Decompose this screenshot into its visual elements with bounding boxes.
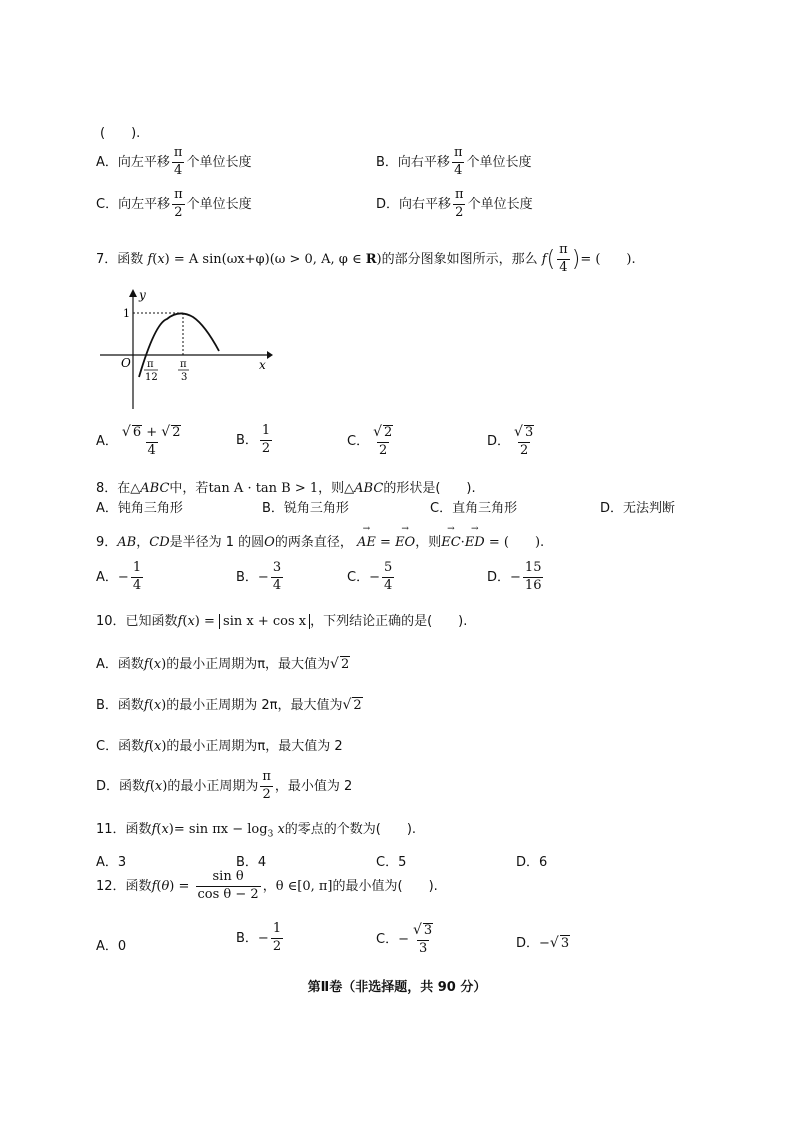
option-label: A． [96,154,118,170]
q7-option-a: A． $\frac{√ 6 + √ 2}{4}$ [96,424,185,459]
q10-option-b: B．函数f(x)的最小正周期为 2π，最大值为√ 2 [96,697,362,713]
q10-stem: 10．已知函数f(x) = sin x + cos x ，下列结论正确的是( ). [96,614,468,629]
q7-function-graph [95,285,275,415]
tick-pi-12-num: π [147,359,154,370]
q6-option-a: A．向左平移 $\frac{\pi}{4}$ 个单位长度 [96,145,252,178]
fraction: $\frac{\text{sin θ}}{\text{cos θ − 2}}$ [197,869,259,902]
q7-option-c: C． $\frac{√ 2}{2}$ [347,424,397,459]
q8-stem: 8．在△ABC中，若tan A · tan B > 1，则△ABC的形状是( ). [96,481,476,496]
fraction: $\frac{5}{4}$ [383,560,393,593]
y-axis-arrow [129,289,137,297]
tick-label-one: 1 [123,307,130,320]
q12-option-a: A．0 [96,939,127,954]
fraction: $\frac{3}{4}$ [272,560,282,593]
fraction: $\frac{√ 2}{2}$ [373,424,393,458]
fraction: $\frac{√ 3}{2}$ [514,424,534,458]
q8-option-d: D．无法判断 [600,501,676,516]
q12-option-d: D．−√ 3 [516,935,570,951]
q12-option-b: B．− $\frac{1}{2}$ [236,921,282,954]
q8-option-a: A．钝角三角形 [96,501,183,516]
option-text: 向左平移 [117,154,170,170]
origin-label: O [121,356,131,370]
fraction: $\frac{\pi}{2}$ [455,187,464,220]
q6-option-d: D．向右平移 $\frac{\pi}{2}$ 个单位长度 [376,187,533,220]
fraction: $\frac{√ 6 + √ 2}{4}$ [121,424,181,458]
fraction: $\frac{\pi}{4}$ [559,242,568,275]
tick-pi-3-num: π [180,359,187,370]
fraction: $\frac{1}{4}$ [132,560,142,593]
section-heading: 第Ⅱ卷（非选择题，共 90 分） [307,980,487,995]
q12-stem: 12．函数f(θ) = $\frac{\text{sin θ}}{\text{cos θ − 2}}$ ，θ ∈[0, π]的最小值为( ). [96,869,438,902]
x-axis-arrow [267,351,273,359]
q6-option-b: B．向右平移 $\frac{\pi}{4}$ 个单位长度 [376,145,532,178]
q10-option-c: C．函数f(x)的最小正周期为π，最大值为 2 [96,739,343,754]
fraction: $\frac{√ 3}{3}$ [412,922,433,956]
fraction: $\frac{1}{2}$ [261,423,271,456]
fraction: $\frac{15}{16}$ [524,560,542,593]
x-axis-label: x [259,358,266,372]
q9-option-b: B．− $\frac{3}{4}$ [236,560,282,593]
q8-option-c: C．直角三角形 [430,501,518,516]
fraction: $\frac{\pi}{2}$ [262,769,271,802]
fraction: $\frac{\pi}{4}$ [453,145,463,178]
q9-option-a: A．− $\frac{1}{4}$ [96,560,142,593]
q11-stem: 11．函数$f(x)= \sin \pi x - \log_3 x$的零点的个数为( ). [96,822,417,840]
q12-option-c: C．− $\frac{√ 3}{3}$ [376,922,437,957]
q7-option-b: B． $\frac{1}{2}$ [236,423,271,456]
q11-option-c: C．5 [376,855,407,870]
q10-option-d: D．函数f(x)的最小正周期为 $\frac{\pi}{2}$ ，最小值为 2 [96,769,353,802]
tick-pi-12-den: 12 [145,372,158,383]
q11-option-d: D．6 [516,855,548,870]
q7-option-d: D． $\frac{√ 3}{2}$ [487,424,538,459]
q10-option-a: A．函数f(x)的最小正周期为π，最大值为√ 2 [96,656,350,672]
fraction: $\frac{\pi}{4}$ [173,145,183,178]
q11-option-a: A．3 [96,855,127,870]
q9-option-c: C．− $\frac{5}{4}$ [347,560,393,593]
q11-option-b: B．4 [236,855,267,870]
option-label: B． [376,154,398,170]
q9-option-d: D．− $\frac{15}{16}$ [487,560,542,593]
fraction: $\frac{1}{2}$ [272,921,282,954]
q6-option-c: C．向左平移 $\frac{\pi}{2}$ 个单位长度 [96,187,252,220]
fraction: $\frac{\pi}{2}$ [174,187,183,220]
q6-stem: ( ). [100,126,141,141]
q7-stem: 7．函数 f(x) = A sin(ωx+φ)(ω > 0, A, φ ∈ R)的部分图象如图所示，那么 f( $\frac{\pi}{4}$ )= ( ). [96,242,636,275]
y-axis-label: y [139,288,146,302]
q9-stem: 9．AB，CD是半径为 1 的圆O的两条直径， → AE = → EO，则→ EC·→ ED = ( ). [96,531,544,550]
tick-pi-3-den: 3 [181,372,188,383]
q8-option-b: B．锐角三角形 [262,501,349,516]
